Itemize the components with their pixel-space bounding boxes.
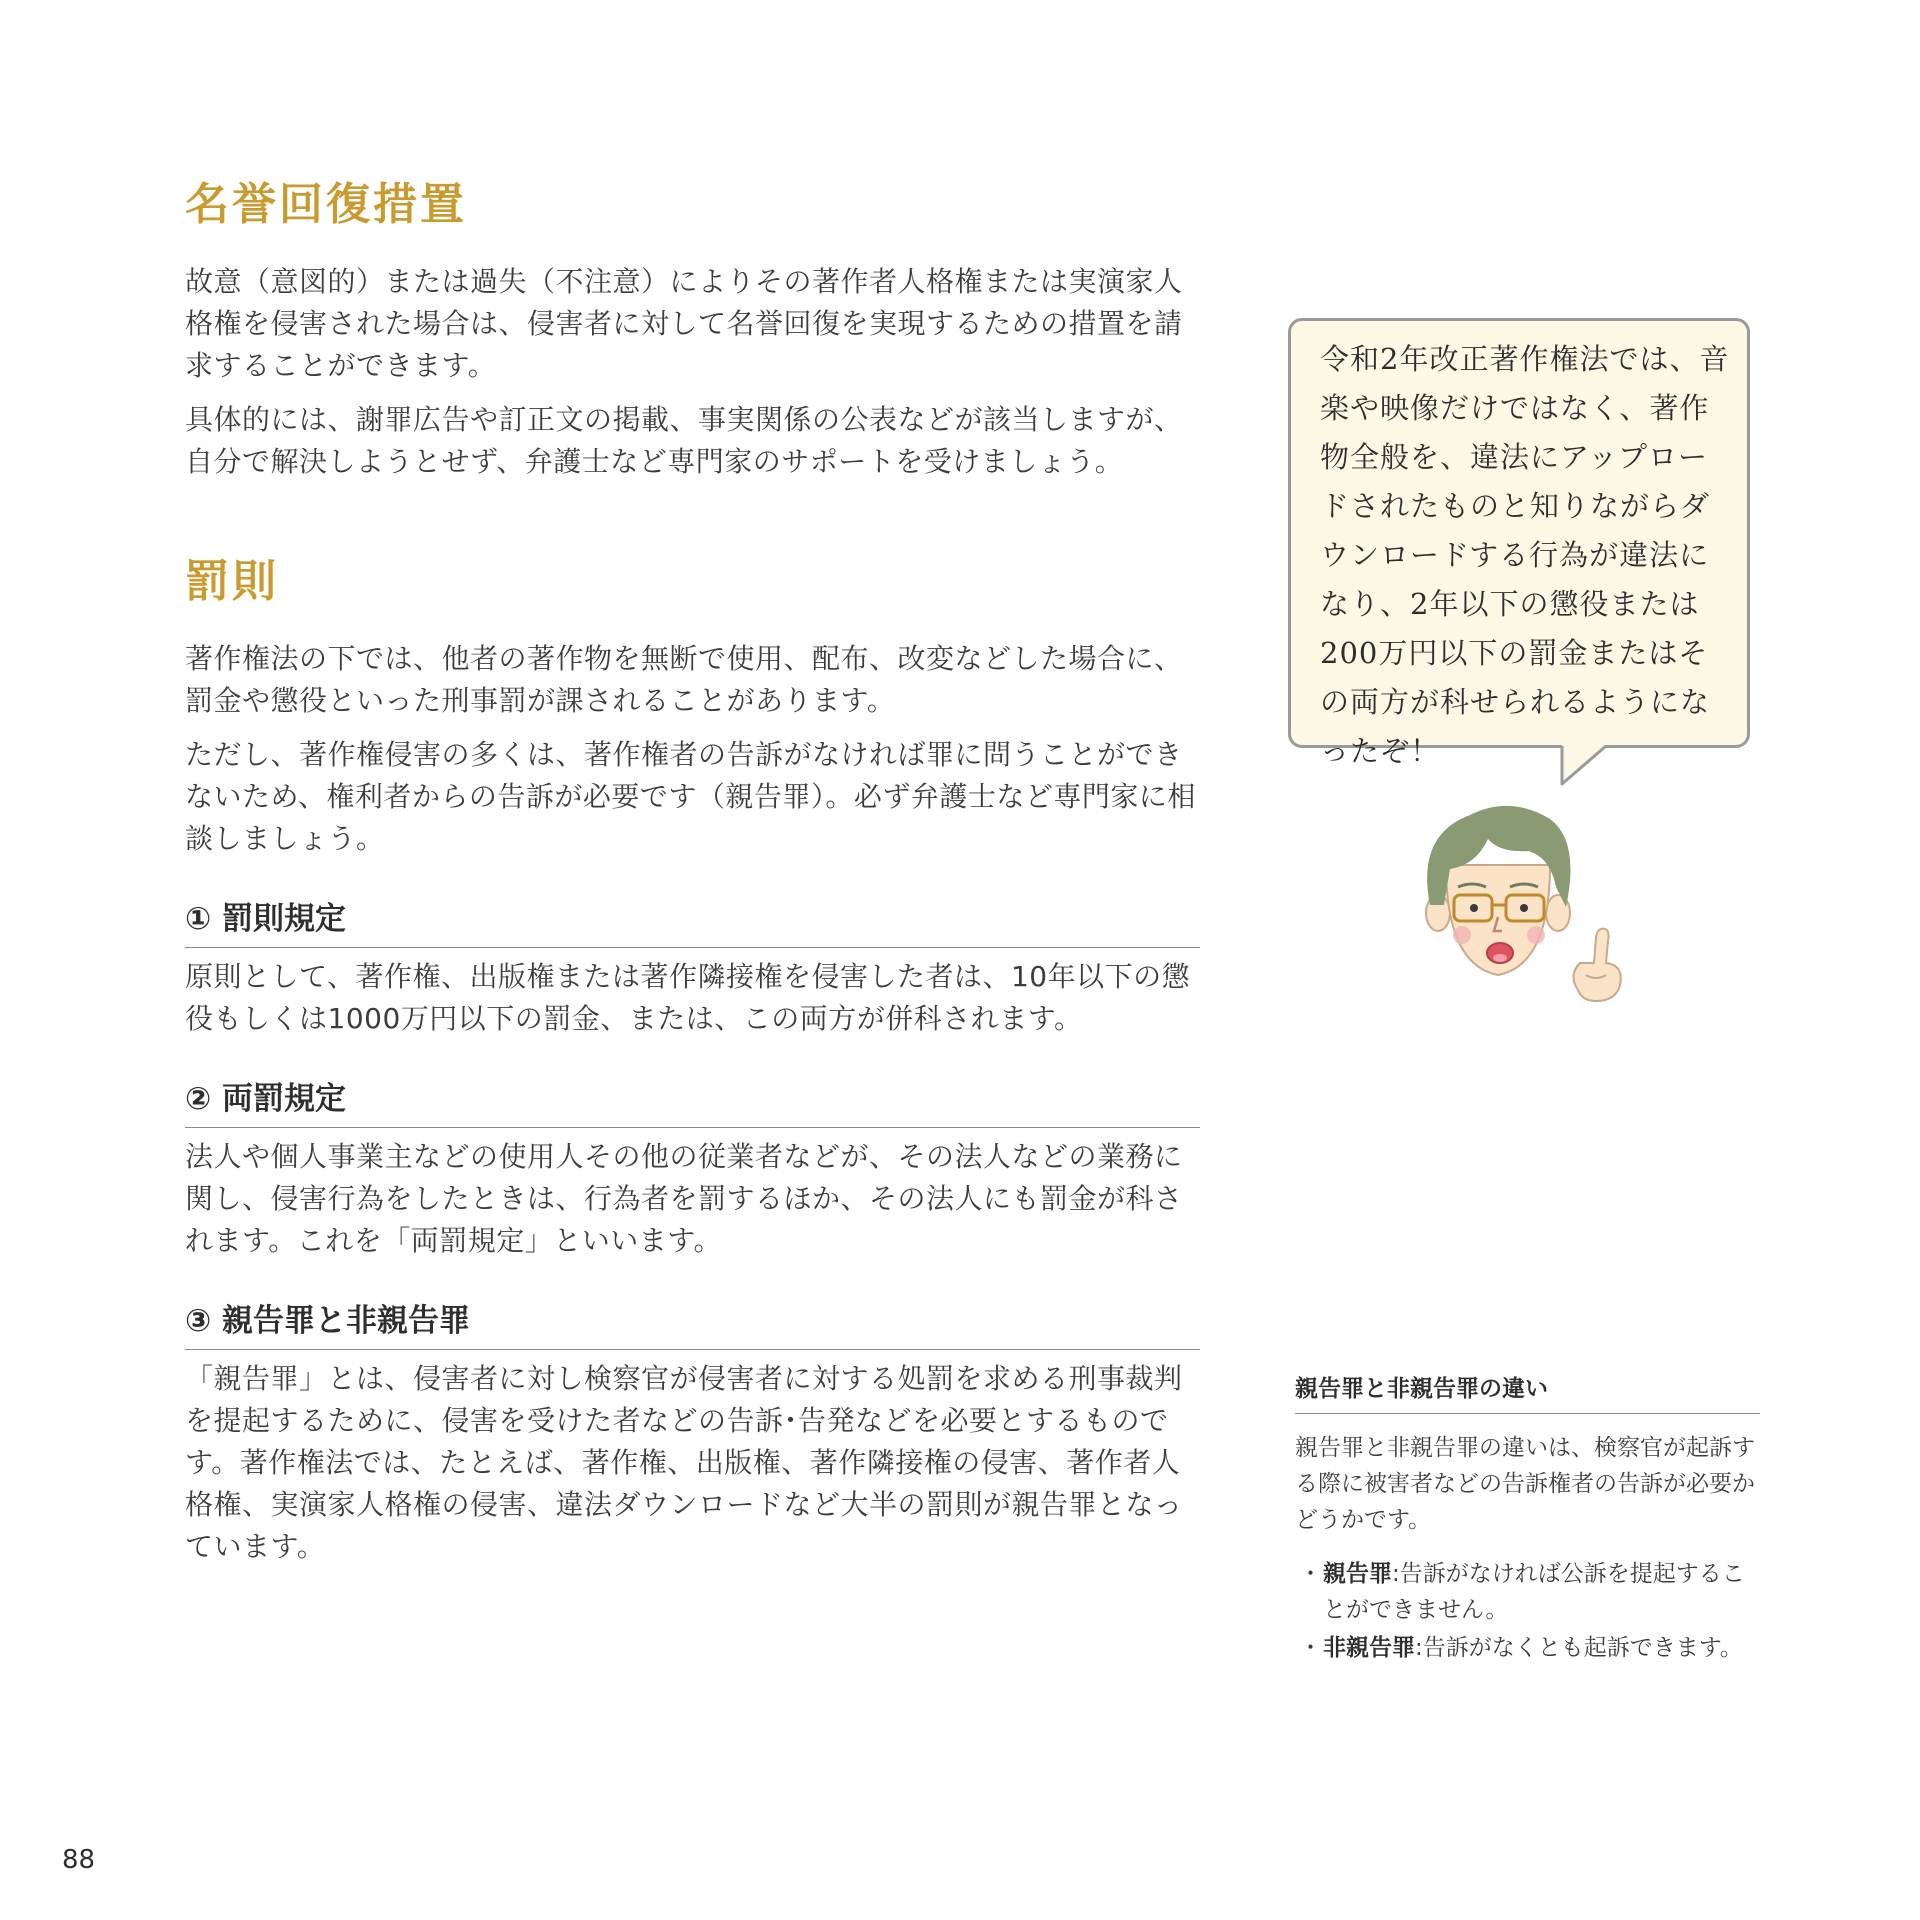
page-number: 88	[62, 1845, 96, 1875]
bullet: ・	[1299, 1561, 1322, 1587]
paragraph: 著作権法の下では、他者の著作物を無断で使用、配布、改変などした場合に、罰金や懲役といった刑事罰が課されることがあります。	[185, 642, 1183, 718]
speech-bubble-text: 令和2年改正著作権法では、音楽や映像だけではなく、著作物全般を、違法にアップロードされたものと知りながらダウンロードする行為が違法になり、2年以下の懲役または200万円以下の罰金またはその両方が科せられるようになったぞ！	[1320, 342, 1730, 768]
section-title-honor-restoration: 名誉回復措置	[185, 179, 467, 230]
man-with-glasses-pointing-icon	[1410, 795, 1625, 1010]
term-description: :告訴がなくとも起訴できます。	[1415, 1635, 1743, 1661]
paragraph: 原則として、著作権、出版権または著作隣接権を侵害した者は、10年以下の懲役もしくは1000万円以下の罰金、または、この両方が併科されます。	[185, 960, 1191, 1036]
sidebar-list	[1295, 1556, 1760, 1666]
list-item	[1295, 1630, 1760, 1666]
term: 非親告罪	[1323, 1635, 1415, 1661]
paragraph: 故意（意図的）または過失（不注意）によりその著作者人格権または実演家人格権を侵害された場合は、侵害者に対して名誉回復を実現するための措置を請求することができます。	[185, 265, 1183, 383]
section-title-penalties: 罰則	[185, 556, 279, 608]
paragraph: ただし、著作権侵害の多くは、著作権者の告訴がなければ罪に問うことができないため、権利者からの告訴が必要です（親告罪）。必ず弁護士など専門家に相談しましょう。	[185, 738, 1196, 856]
sidebar-note	[1295, 1370, 1760, 1668]
term-description: :告訴がなければ公訴を提起することができません。	[1323, 1561, 1745, 1623]
paragraph: 「親告罪」とは、侵害者に対し検察官が侵害者に対する処罰を求める刑事裁判を提起するために、侵害を受けた者などの告訴･告発などを必要とするものです。著作権法では、たとえば、著作権、出版権、著作隣接権の侵害、著作者人格権、実演家人格権の侵害、違法ダウンロードなど大半の罰則が親告罪となっています。	[185, 1361, 1183, 1563]
paragraph: 法人や個人事業主などの使用人その他の従業者などが、その法人などの業務に関し、侵害行為をしたときは、行為者を罰するほか、その法人にも罰金が科されます。これを「両罰規定」といいます。	[185, 1139, 1183, 1257]
paragraph: 具体的には、謝罪広告や訂正文の掲載、事実関係の公表などが該当しますが、自分で解決しようとせず、弁護士など専門家のサポートを受けましょう。	[185, 403, 1183, 479]
main-column	[185, 176, 1200, 1568]
term: 親告罪	[1323, 1561, 1392, 1587]
list-item	[1295, 1556, 1760, 1628]
subsection-title-complaint-offenses: ③ 親告罪と非親告罪	[185, 1302, 1200, 1350]
sidebar-text: 親告罪と非親告罪の違いは、検察官が起訴する際に被害者などの告訴権者の告訴が必要かどうかです。	[1295, 1435, 1755, 1533]
subsection-title-penalty-provisions: ① 罰則規定	[185, 900, 1200, 948]
subsection-title-dual-liability: ② 両罰規定	[185, 1080, 1200, 1128]
bullet: ・	[1299, 1635, 1322, 1661]
sidebar-title: 親告罪と非親告罪の違い	[1295, 1370, 1760, 1414]
